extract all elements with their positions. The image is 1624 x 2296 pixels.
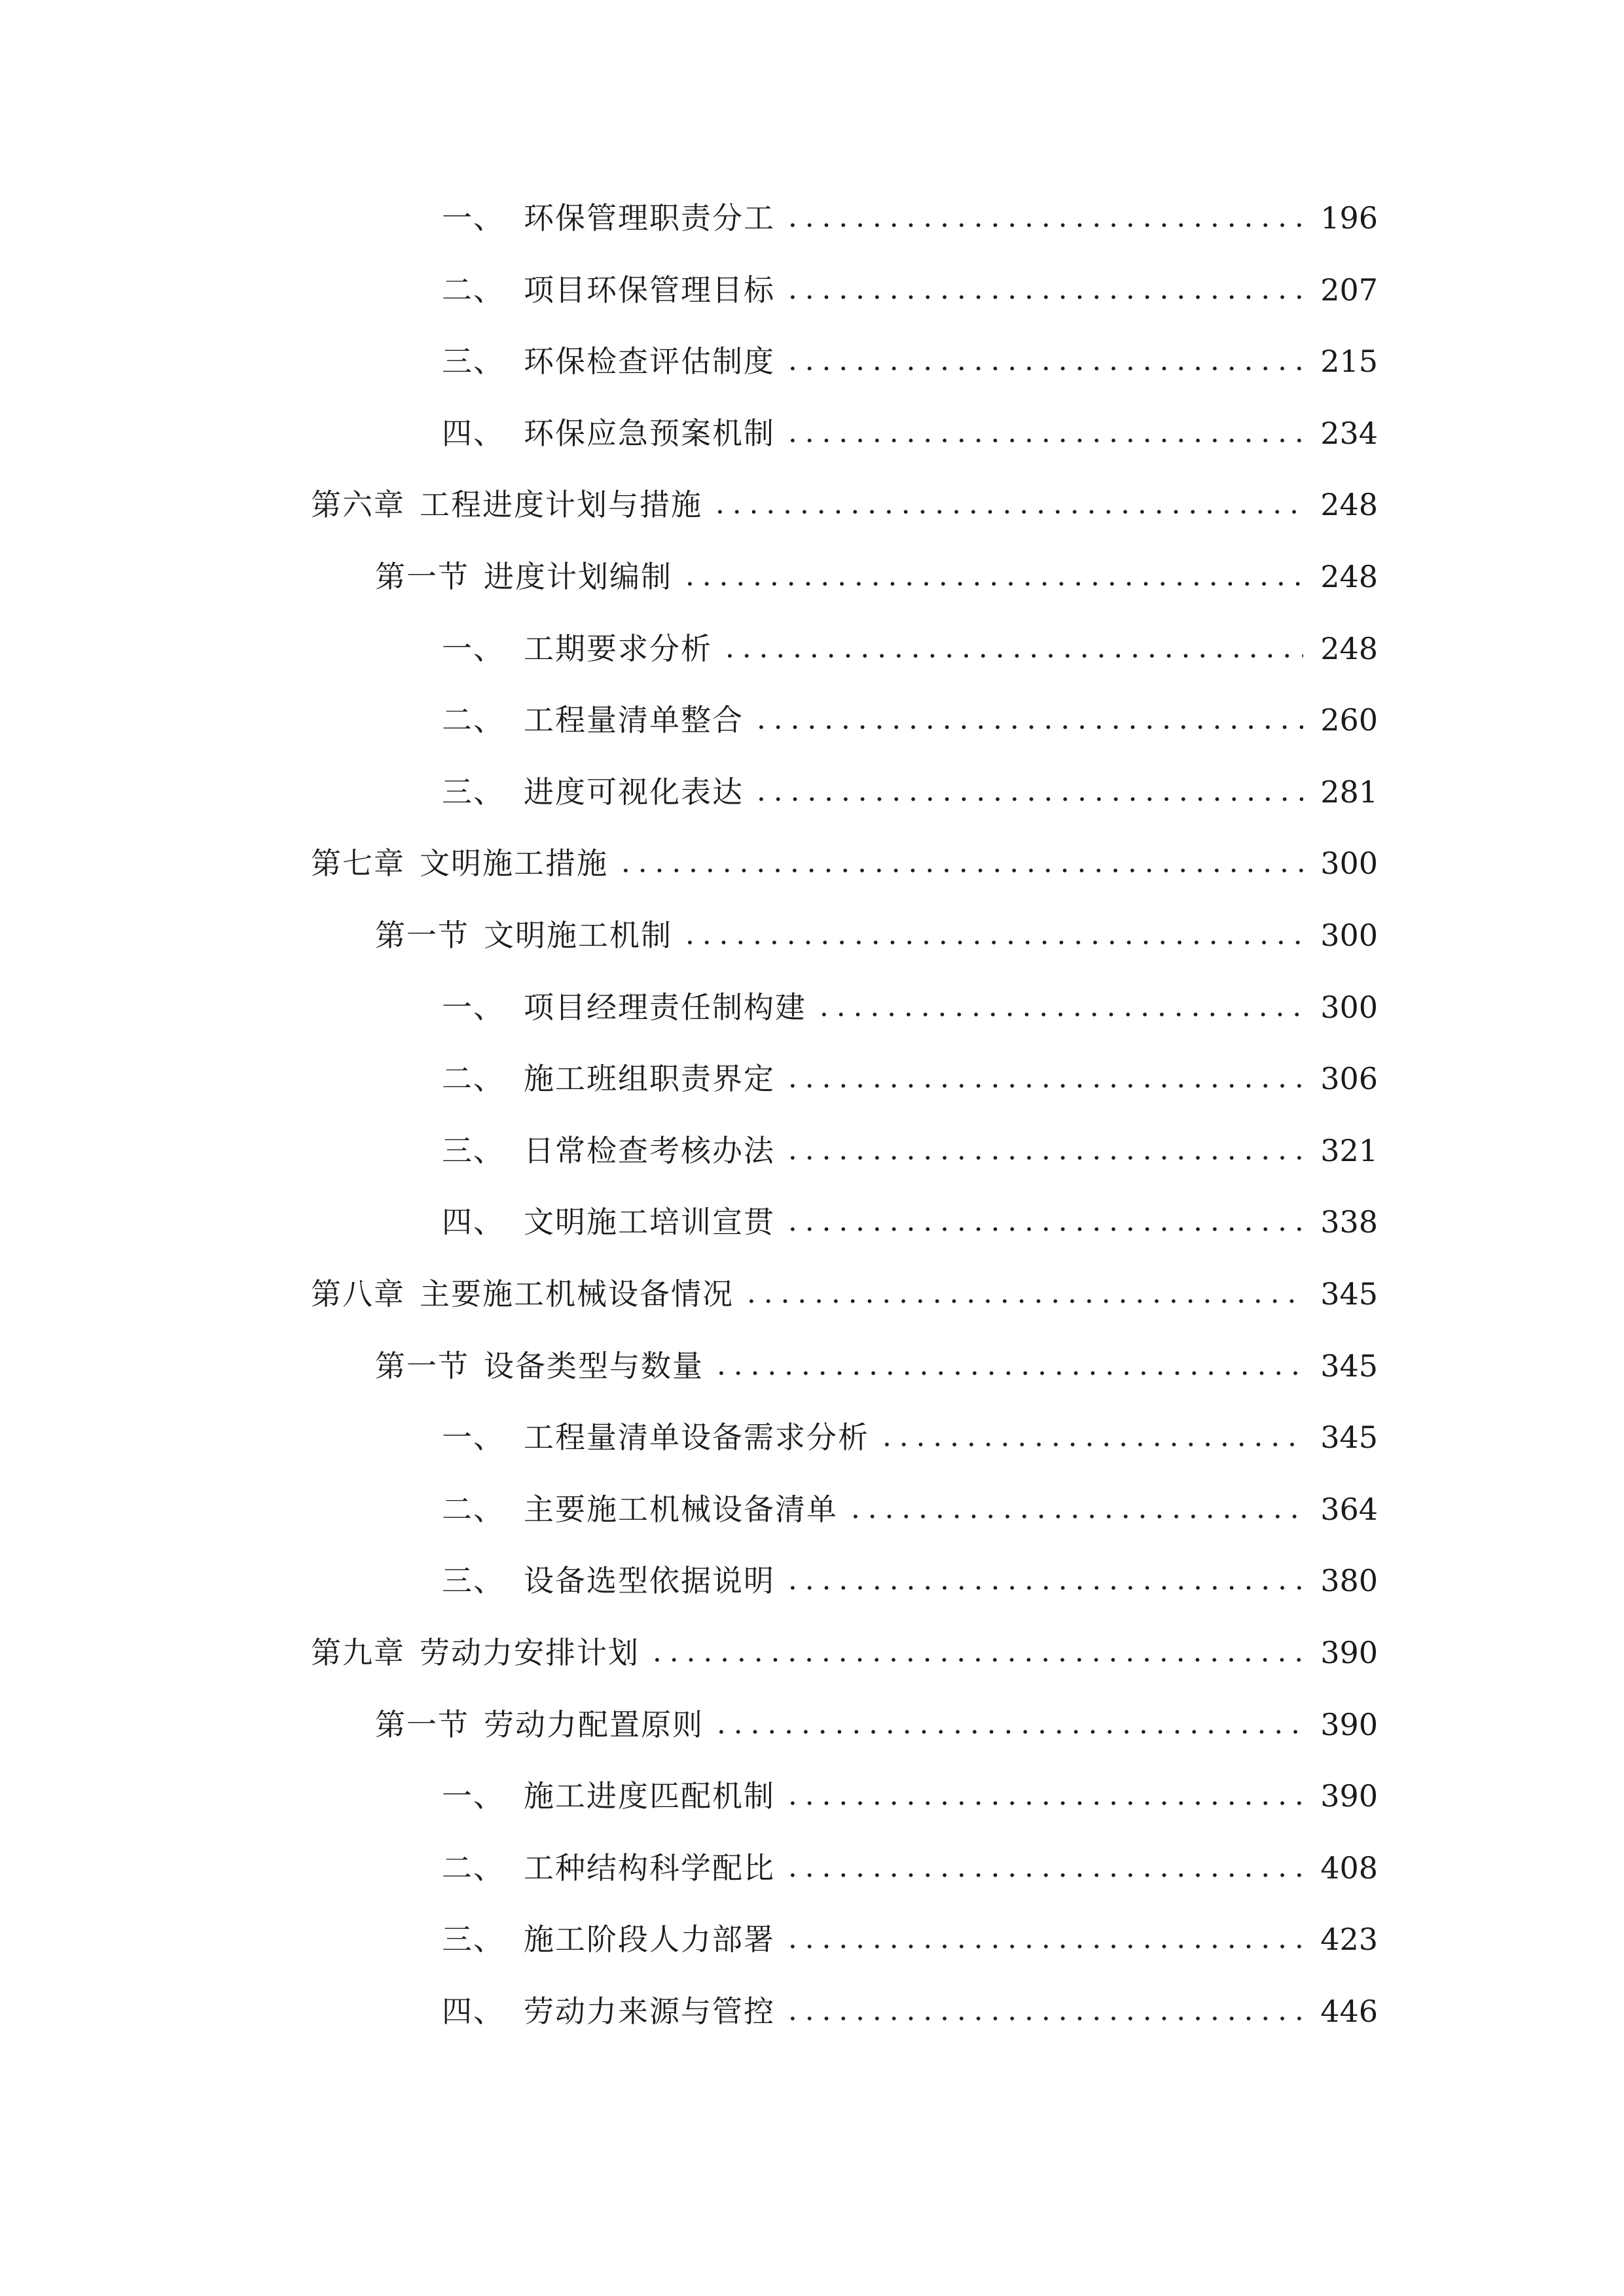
toc-entry-title: 项目环保管理目标 <box>524 272 775 308</box>
toc-entry-label <box>442 407 775 459</box>
toc-dot-leader <box>681 582 1303 586</box>
toc-entry-title: 工种结构科学配比 <box>524 1850 775 1886</box>
toc-entry-label <box>442 766 744 818</box>
toc-entry-title: 工程量清单设备需求分析 <box>524 1420 869 1456</box>
toc-entry-label <box>442 1985 775 2037</box>
toc-dot-leader <box>878 1443 1303 1446</box>
toc-entry-title: 项目经理责任制构建 <box>524 989 806 1025</box>
toc-page-number: 248 <box>1320 487 1378 523</box>
toc-entry[interactable] <box>442 1770 1378 1822</box>
toc-dot-leader <box>649 1658 1303 1662</box>
toc-entry[interactable] <box>442 981 1378 1033</box>
toc-entry-number: 一、 <box>442 1778 505 1814</box>
toc-dot-leader <box>713 1371 1303 1375</box>
toc-entry-title: 劳动力来源与管控 <box>524 1994 775 2029</box>
toc-entry-label <box>442 622 712 675</box>
toc-dot-leader <box>847 1515 1303 1518</box>
toc-entry-label <box>442 1770 775 1822</box>
toc-entry-title: 施工阶段人力部署 <box>524 1922 775 1958</box>
toc-entry[interactable] <box>442 407 1378 459</box>
toc-page-number: 248 <box>1320 630 1378 666</box>
toc-entry-number: 第一节 <box>375 1706 469 1742</box>
toc-entry-title: 工期要求分析 <box>524 630 712 666</box>
toc-entry[interactable] <box>375 909 1378 961</box>
toc-dot-leader <box>712 510 1303 514</box>
toc-page-number: 390 <box>1320 1778 1378 1814</box>
toc-page-number: 234 <box>1320 415 1378 451</box>
toc-page-number: 345 <box>1320 1348 1378 1384</box>
toc-entry-title: 进度可视化表达 <box>524 774 744 810</box>
toc-entry-title: 文明施工措施 <box>420 846 608 882</box>
toc-page-number: 345 <box>1320 1276 1378 1312</box>
toc-entry-title: 工程进度计划与措施 <box>420 487 702 523</box>
toc-page-number: 380 <box>1320 1563 1378 1599</box>
toc-page-number: 300 <box>1320 846 1378 882</box>
toc-page-number: 260 <box>1320 702 1378 738</box>
toc-entry-number: 三、 <box>442 774 505 810</box>
toc-entry-number: 三、 <box>442 1132 505 1168</box>
toc-entry-title: 主要施工机械设备情况 <box>420 1276 734 1312</box>
toc-page-number: 338 <box>1320 1204 1378 1240</box>
toc-entry[interactable] <box>442 1554 1378 1607</box>
toc-page-number: 300 <box>1320 918 1378 953</box>
toc-entry-title: 环保应急预案机制 <box>524 415 775 451</box>
toc-entry-label <box>375 1340 704 1392</box>
toc-entry-title: 劳动力安排计划 <box>420 1635 640 1670</box>
toc-entry-label <box>311 1268 734 1320</box>
toc-page-number: 306 <box>1320 1061 1378 1097</box>
toc-entry[interactable] <box>311 1268 1378 1320</box>
toc-entry[interactable] <box>375 550 1378 603</box>
toc-entry-title: 环保检查评估制度 <box>524 344 775 380</box>
toc-entry-label <box>442 1411 869 1463</box>
toc-entry-title: 文明施工机制 <box>484 918 672 953</box>
toc-entry[interactable] <box>311 837 1378 889</box>
toc-dot-leader <box>784 2017 1303 2020</box>
toc-entry-number: 第八章 <box>311 1276 405 1312</box>
toc-dot-leader <box>784 1156 1303 1160</box>
toc-entry-number: 第六章 <box>311 487 405 523</box>
toc-entry-label <box>375 1698 704 1751</box>
toc-dot-leader <box>784 1227 1303 1231</box>
toc-entry-label <box>442 1124 775 1177</box>
toc-entry-label <box>442 192 775 244</box>
toc-entry-title: 设备选型依据说明 <box>524 1563 775 1599</box>
toc-entry-label <box>442 1842 775 1894</box>
toc-entry-number: 第一节 <box>375 918 469 953</box>
toc-dot-leader <box>784 1873 1303 1877</box>
toc-entry[interactable] <box>442 1483 1378 1535</box>
toc-entry-number: 二、 <box>442 1850 505 1886</box>
toc-entry-number: 第一节 <box>375 559 469 594</box>
toc-entry-number: 三、 <box>442 1563 505 1599</box>
toc-entry-number: 第七章 <box>311 846 405 882</box>
toc-dot-leader <box>784 1801 1303 1805</box>
toc-entry-number: 四、 <box>442 1204 505 1240</box>
toc-entry-label <box>375 550 672 603</box>
toc-dot-leader <box>681 941 1303 944</box>
toc-entry[interactable] <box>442 1124 1378 1177</box>
toc-entry-title: 日常检查考核办法 <box>524 1132 775 1168</box>
toc-entry-number: 四、 <box>442 415 505 451</box>
toc-entry[interactable] <box>442 1913 1378 1965</box>
toc-entry-number: 二、 <box>442 1491 505 1527</box>
toc-page-number: 196 <box>1320 200 1378 236</box>
toc-entry-number: 第一节 <box>375 1348 469 1384</box>
toc-dot-leader <box>784 1084 1303 1088</box>
toc-entry-label <box>311 1626 640 1679</box>
toc-entry-title: 劳动力配置原则 <box>484 1706 704 1742</box>
toc-entry-label <box>442 264 775 316</box>
toc-entry[interactable] <box>442 622 1378 675</box>
toc-entry-title: 施工进度匹配机制 <box>524 1778 775 1814</box>
toc-entry-label <box>442 335 775 387</box>
toc-page-number: 408 <box>1320 1850 1378 1886</box>
toc-entry-label <box>442 1196 775 1248</box>
toc-page-number: 423 <box>1320 1922 1378 1958</box>
toc-entry[interactable] <box>375 1340 1378 1392</box>
toc-entry-label <box>442 981 806 1033</box>
toc-dot-leader <box>743 1299 1303 1303</box>
toc-dot-leader <box>753 797 1303 801</box>
toc-dot-leader <box>784 1586 1303 1590</box>
toc-entry-label <box>375 909 672 961</box>
toc-dot-leader <box>784 439 1303 442</box>
toc-page-number: 345 <box>1320 1420 1378 1456</box>
toc-entry[interactable] <box>442 1411 1378 1463</box>
toc-entry-number: 一、 <box>442 630 505 666</box>
toc-dot-leader <box>721 654 1303 658</box>
toc-entry-number: 二、 <box>442 702 505 738</box>
toc-entry-title: 文明施工培训宣贯 <box>524 1204 775 1240</box>
toc-page-number: 248 <box>1320 559 1378 594</box>
toc-entry[interactable] <box>442 335 1378 387</box>
toc-entry[interactable] <box>442 264 1378 316</box>
toc-entry-label <box>311 478 702 531</box>
toc-entry-number: 一、 <box>442 1420 505 1456</box>
toc-entry[interactable] <box>442 1052 1378 1105</box>
toc-dot-leader <box>784 1945 1303 1948</box>
toc-page-number: 390 <box>1320 1635 1378 1670</box>
toc-entry[interactable] <box>375 1698 1378 1751</box>
toc-entry-number: 四、 <box>442 1994 505 2029</box>
toc-page-number: 207 <box>1320 272 1378 308</box>
toc-entry[interactable] <box>442 192 1378 244</box>
toc-entry-number: 二、 <box>442 272 505 308</box>
toc-entry[interactable] <box>442 766 1378 818</box>
toc-entry-label <box>442 1052 775 1105</box>
toc-page-number: 300 <box>1320 989 1378 1025</box>
toc-entry-number: 三、 <box>442 344 505 380</box>
toc-entry-number: 一、 <box>442 200 505 236</box>
toc-page-number: 364 <box>1320 1491 1378 1527</box>
toc-entry[interactable] <box>442 1985 1378 2037</box>
toc-entry[interactable] <box>311 478 1378 531</box>
toc-entry[interactable] <box>442 694 1378 746</box>
toc-entry-title: 进度计划编制 <box>484 559 672 594</box>
toc-entry[interactable] <box>442 1842 1378 1894</box>
toc-dot-leader <box>753 725 1303 729</box>
toc-page-number: 215 <box>1320 344 1378 380</box>
toc-entry[interactable] <box>311 1626 1378 1679</box>
toc-dot-leader <box>784 223 1303 227</box>
toc-entry-number: 第九章 <box>311 1635 405 1670</box>
toc-entry-label <box>442 1554 775 1607</box>
toc-entry-label <box>311 837 608 889</box>
toc-dot-leader <box>784 295 1303 299</box>
toc-entry-title: 工程量清单整合 <box>524 702 744 738</box>
toc-entry-label <box>442 694 744 746</box>
toc-page-number: 321 <box>1320 1132 1378 1168</box>
toc-entry-title: 设备类型与数量 <box>484 1348 704 1384</box>
toc-page-number: 281 <box>1320 774 1378 810</box>
toc-entry-number: 二、 <box>442 1061 505 1097</box>
toc-page-number: 446 <box>1320 1994 1378 2029</box>
toc-dot-leader <box>617 869 1303 872</box>
toc-entry[interactable] <box>442 1196 1378 1248</box>
toc-dot-leader <box>784 367 1303 370</box>
toc-dot-leader <box>816 1013 1303 1016</box>
toc-entry-title: 主要施工机械设备清单 <box>524 1491 838 1527</box>
toc-entry-label <box>442 1483 838 1535</box>
toc-entry-label <box>442 1913 775 1965</box>
toc-entry-number: 一、 <box>442 989 505 1025</box>
toc-entry-title: 环保管理职责分工 <box>524 200 775 236</box>
toc-entry-title: 施工班组职责界定 <box>524 1061 775 1097</box>
toc-dot-leader <box>713 1730 1303 1734</box>
toc-page-number: 390 <box>1320 1706 1378 1742</box>
toc-entry-number: 三、 <box>442 1922 505 1958</box>
